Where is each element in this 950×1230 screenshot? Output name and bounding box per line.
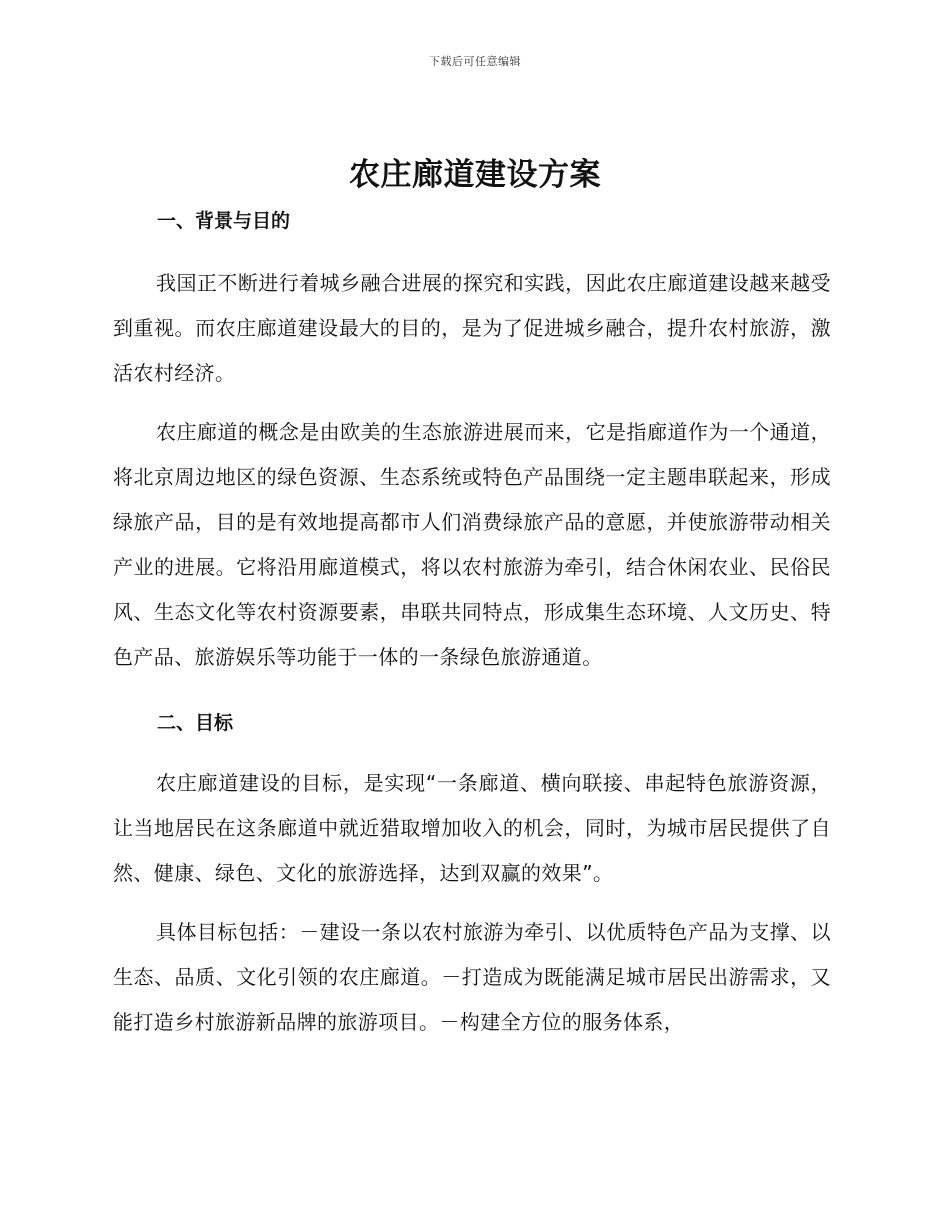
section-heading-goals: 二、目标 — [157, 712, 234, 734]
paragraph: 农庄廊道的概念是由欧美的生态旅游进展而来，它是指廊道作为一个通道，将北京周边地区的绿色资源、生态系统或特色产品围绕一定主题串联起来，形成绿旅产品，目的是有效地提高都市人们消费绿旅产品的意愿，并使旅游带动相关产业的进展。它将沿用廊道模式，将以农村旅游为牵引，结合休闲农业、民俗民风、生态文化等农村资源要素，串联共同特点，形成集生态环境、人文历史、特色产品、旅游娱乐等功能于一体的一条绿色旅游通道。 — [113, 420, 831, 669]
section-heading-background: 一、背景与目的 — [157, 210, 291, 232]
paragraph: 农庄廊道建设的目标，是实现“一条廊道、横向联接、串起特色旅游资源，让当地居民在这条廊道中就近猎取增加收入的机会，同时，为城市居民提供了自然、健康、绿色、文化的旅游选择，达到双赢的效果”。 — [113, 771, 831, 885]
document-title: 农庄廊道建设方案 — [349, 157, 601, 193]
paragraph: 我国正不断进行着城乡融合进展的探究和实践，因此农庄廊道建设越来越受到重视。而农庄廊道建设最大的目的，是为了促进城乡融合，提升农村旅游，激活农村经济。 — [113, 271, 831, 385]
document-body — [113, 203, 831, 1059]
page-header-note: 下载后可任意编辑 — [429, 55, 521, 68]
paragraph: 具体目标包括：－建设一条以农村旅游为牵引、以优质特色产品为支撑、以生态、品质、文化引领的农庄廊道。－打造成为既能满足城市居民出游需求，又能打造乡村旅游新品牌的旅游项目。－构建全方位的服务体系， — [113, 920, 831, 1034]
